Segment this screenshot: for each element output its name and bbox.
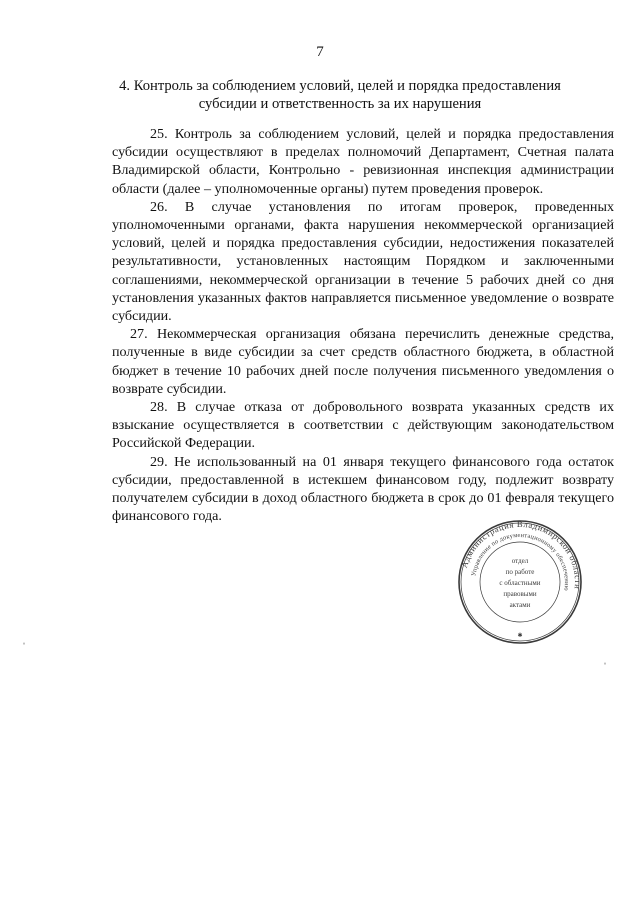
stamp-center-line-5: актами [509, 601, 531, 609]
stamp-outer-text: Администрация Владимирской области [458, 519, 583, 590]
stamp-center-line-1: отдел [511, 557, 529, 565]
stamp-ring-text: Управление по документационному обеспечению [470, 531, 571, 592]
official-stamp [457, 519, 583, 645]
stamp-center-line-2: по работе [505, 568, 535, 576]
stamp-seal-icon [457, 519, 583, 645]
paragraph-26: 26. В случае установления по итогам проверок, проведенных уполномоченными органами, факта нарушения некоммерческой организацией условий, целей и порядка предоставления субсидии, недостижения показателей результативности, установленных настоящим Порядком и заключенными соглашениями, некоммерческой организации в течение 5 рабочих дней со дня установления указанных фактов направляется письменное уведомление о возврате субсидии. [112, 198, 614, 325]
scan-mark: ˈ [603, 660, 607, 674]
stamp-center-line-3: с областными [499, 579, 541, 587]
paragraph-28: 28. В случае отказа от добровольного возврата указанных средств их взыскание осуществляется в соответствии с действующим законодательством Российской Федерации. [112, 399, 614, 452]
document-body [112, 125, 614, 525]
paragraph-25: 25. Контроль за соблюдением условий, целей и порядка предоставления субсидии осуществляют в пределах полномочий Департамент, Счетная палата Владимирской области, Контрольно - ревизионная инспекция администрации области (далее – уполномоченные органы) путем проведения проверок. [112, 126, 614, 197]
scan-mark: ˈ [22, 640, 26, 654]
section-heading: 4. Контроль за соблюдением условий, целей и порядка предоставления субсидии и ответственность за их нарушения [119, 78, 561, 112]
page-number: 7 [316, 44, 324, 60]
paragraph-27: 27. Некоммерческая организация обязана перечислить денежные средства, полученные в виде субсидии за счет средств областного бюджета, в областной бюджет в течение 10 рабочих дней после получения письменного уведомления о возврате субсидии. [112, 326, 614, 397]
paragraph-29: 29. Не использованный на 01 января текущего финансового года остаток субсидии, предоставленной в истекшем финансовом году, подлежит возврату получателем субсидии в доход областного бюджета в срок до 01 февраля текущего финансового года. [112, 453, 614, 525]
stamp-star-icon: ✱ [517, 633, 523, 639]
stamp-center-line-4: правовыми [503, 590, 537, 598]
